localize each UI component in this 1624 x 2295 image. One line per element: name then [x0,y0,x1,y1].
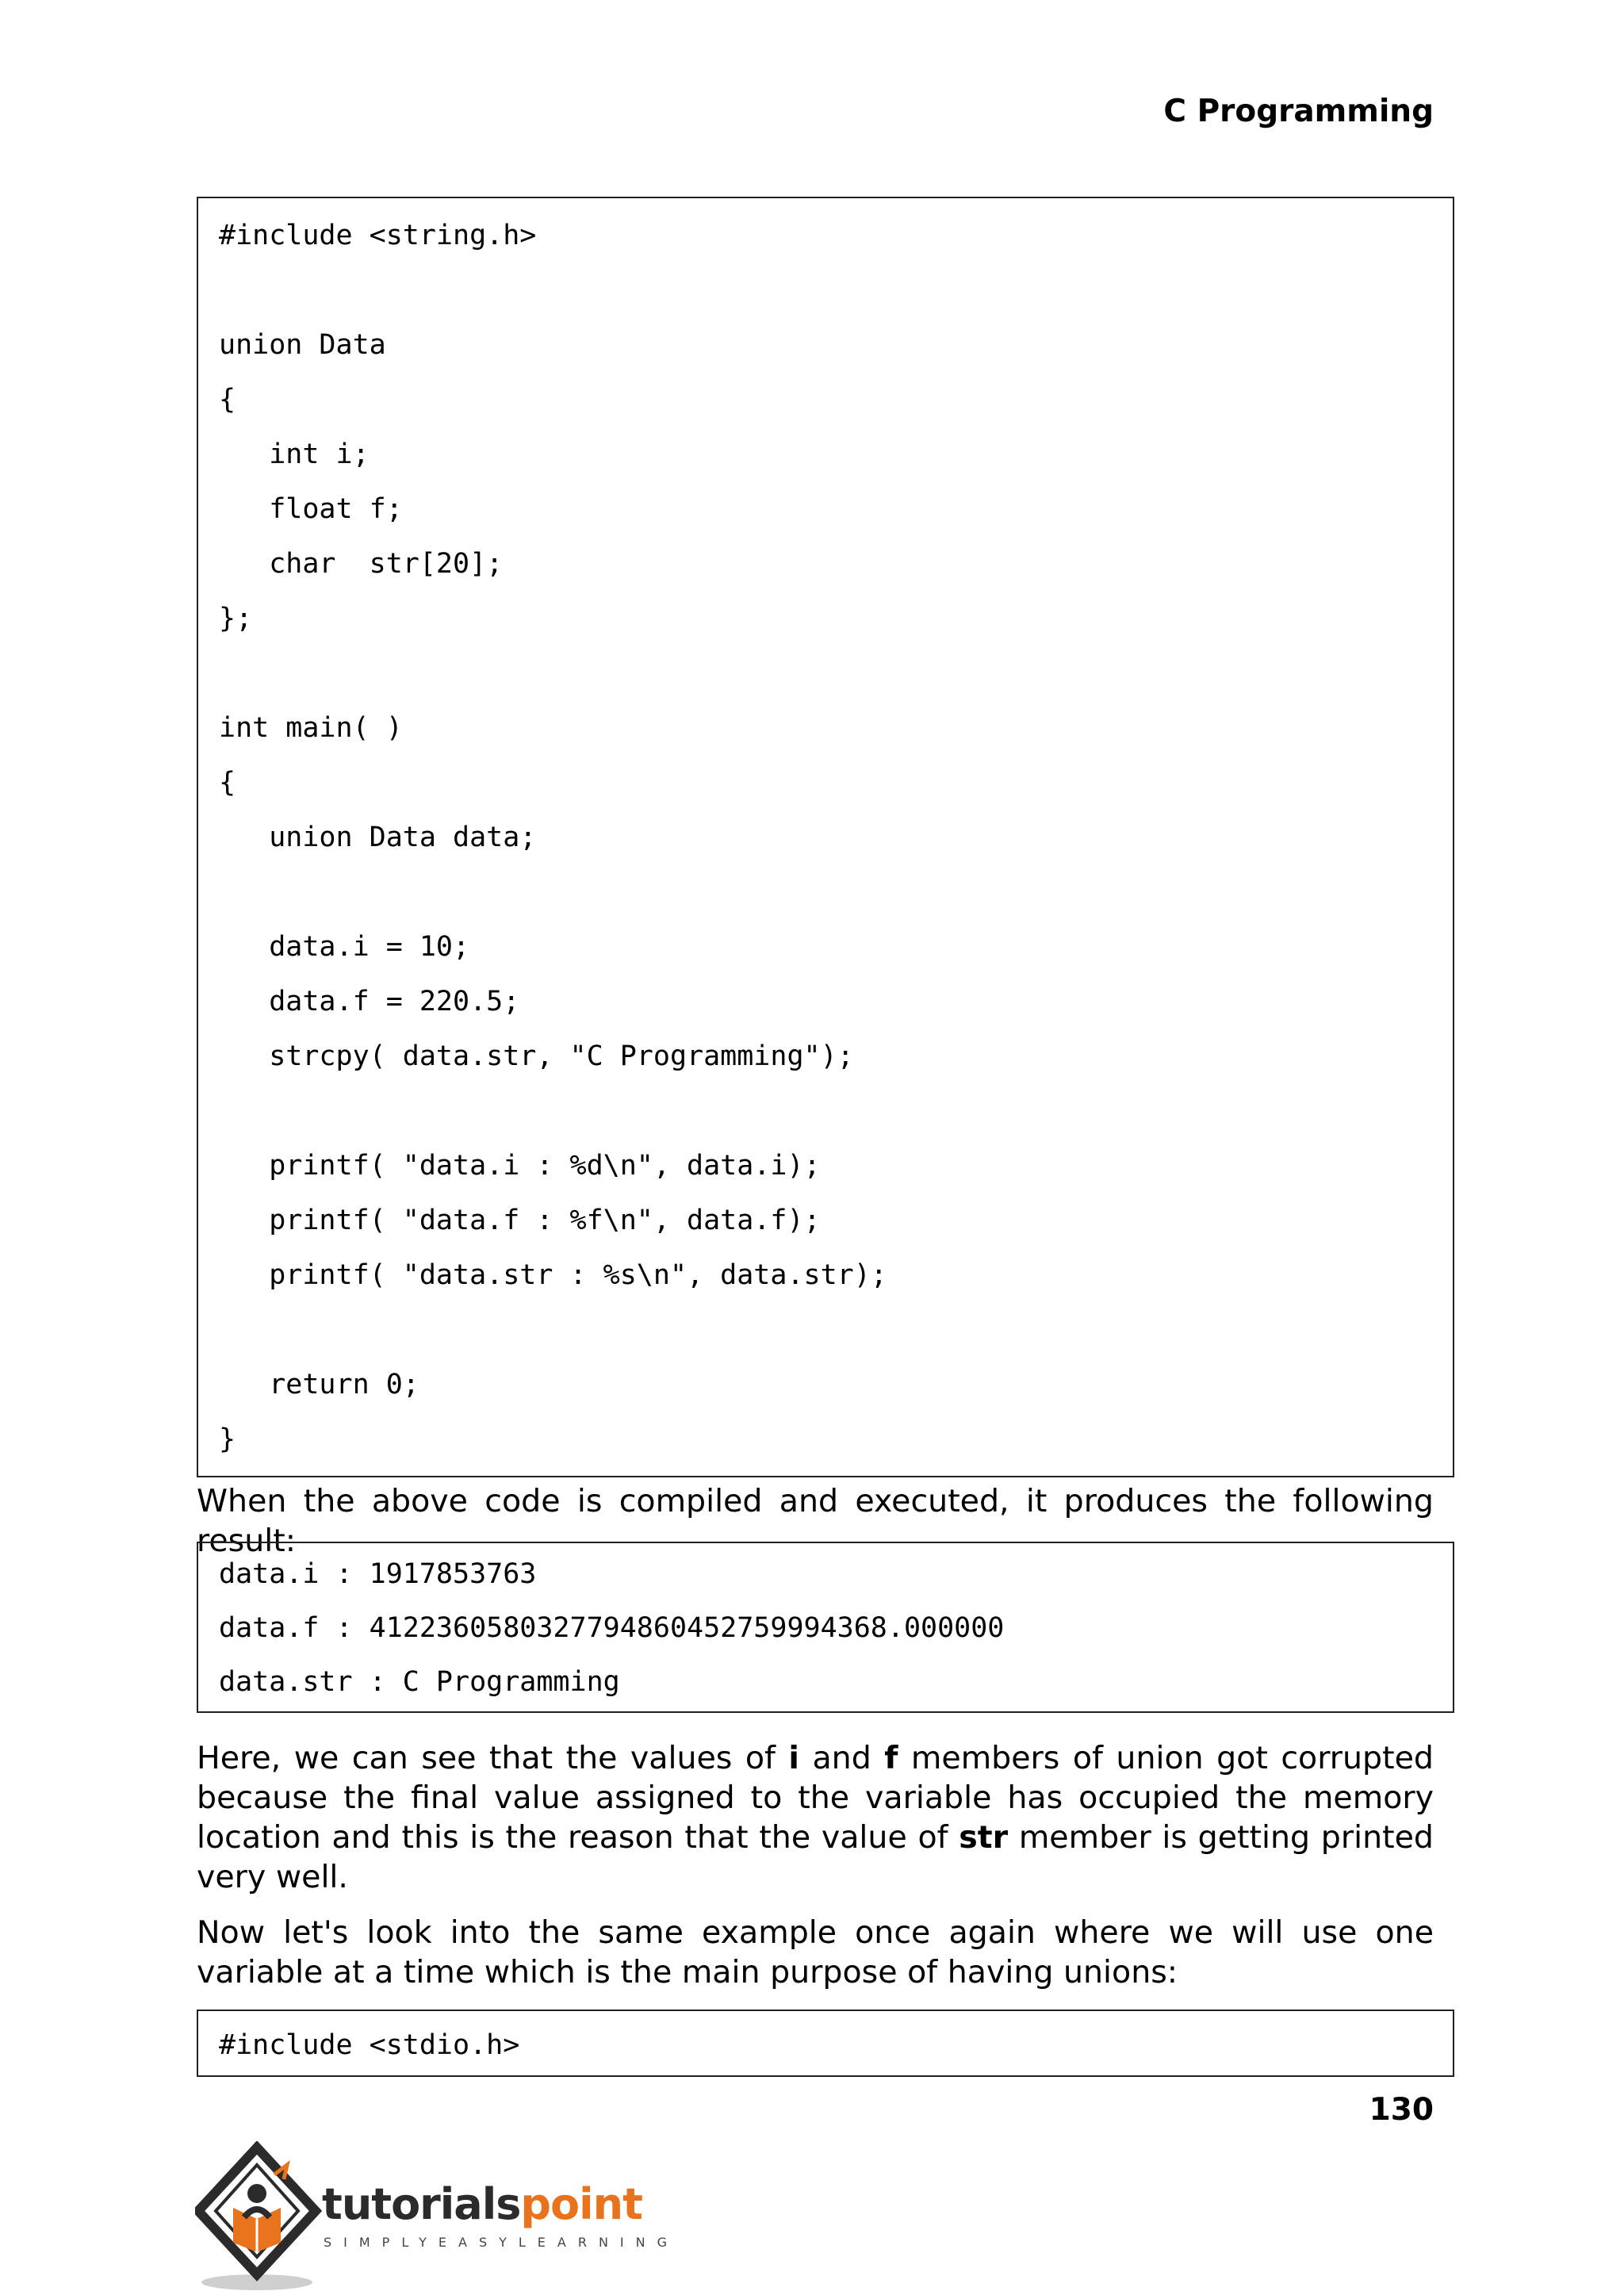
tutorialspoint-logo [195,2141,680,2292]
code-line: int main( ) [219,712,403,744]
code-line [219,1304,1432,1358]
explanation-paragraph [197,1738,1434,1897]
logo-word-tutorials: tutorials [322,2179,521,2229]
code-line: union Data data; [219,822,537,853]
code-line: char str[20]; [219,548,504,580]
logo-diamond-icon [195,2141,330,2292]
logo-word-point: point [520,2179,642,2229]
code-line: { [219,767,236,799]
page-number: 130 [1369,2092,1434,2128]
page-header-title: C Programming [1163,94,1434,129]
code-block-union-example [197,197,1454,1477]
member-str-keyword: str [959,1819,1009,1856]
code-line [219,647,1432,702]
code-line: data.f : 4122360580327794860452759994368.000000 [219,1612,1005,1644]
code-line: float f; [219,493,403,525]
code-line [219,1085,1432,1140]
next-example-paragraph: Now let's look into the same example once again where we will use one variable at a time which is the main purpose of having unions: [197,1914,1434,1990]
explanation-text: member is getting printed very well. [197,1819,1434,1895]
code-line: }; [219,603,253,634]
code-line: { [219,384,236,416]
member-i-keyword: i [788,1740,799,1776]
code-line: #include <string.h> [219,220,537,251]
code-line: int i; [219,439,370,470]
code-line: printf( "data.str : %s\n", data.str); [219,1259,887,1291]
explanation-text: and [799,1740,885,1776]
code-block-stdio-include [197,2010,1454,2077]
code-line: #include <stdio.h> [219,2029,520,2061]
code-line: data.i : 1917853763 [219,1558,537,1590]
code-line: data.f = 220.5; [219,986,520,1017]
logo-wordmark [322,2179,642,2229]
code-line: union Data [219,329,386,361]
code-line: return 0; [219,1369,419,1400]
member-f-keyword: f [884,1740,898,1776]
program-output-block [197,1542,1454,1713]
code-line [219,866,1432,921]
logo-tagline: SIMPLYEASYLEARNING [324,2235,680,2250]
code-line: data.str : C Programming [219,1666,620,1698]
output-intro-text: When the above code is compiled and executed, it produces the following result: [197,1483,1434,1559]
code-line: data.i = 10; [219,931,470,963]
code-line: strcpy( data.str, "C Programming"); [219,1040,854,1072]
code-line: printf( "data.f : %f\n", data.f); [219,1205,821,1236]
code-line [219,264,1432,319]
explanation-text: Here, we can see that the values of [197,1740,789,1776]
explanation-text: members of union got corrupted because the final value assigned to the variable has occupied the memory location and this is the reason that the value of [197,1740,1434,1856]
code-line: printf( "data.i : %d\n", data.i); [219,1150,821,1182]
code-line: } [219,1423,236,1455]
